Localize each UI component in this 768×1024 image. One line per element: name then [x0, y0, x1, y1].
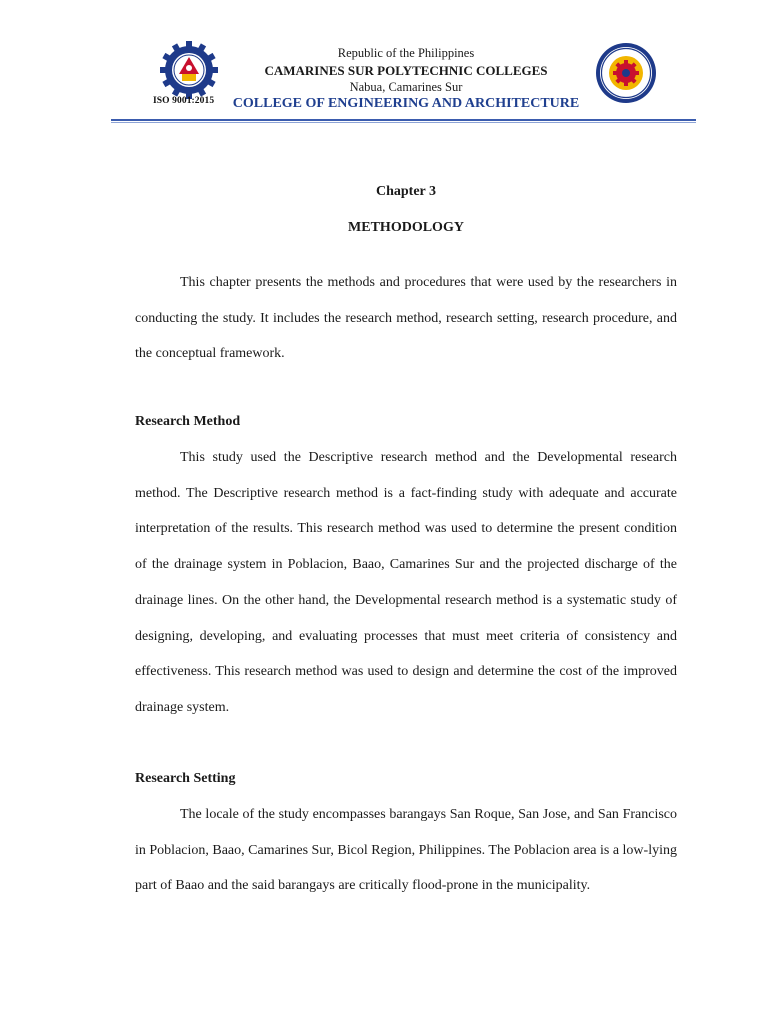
header-divider-thin — [111, 122, 696, 123]
college-name: CAMARINES SUR POLYTECHNIC COLLEGES — [264, 63, 548, 78]
chapter-label: Chapter 3 — [375, 184, 437, 199]
department-name: COLLEGE OF ENGINEERING AND ARCHITECTURE — [232, 96, 580, 111]
republic-line: Republic of the Philippines — [337, 46, 475, 60]
engineering-college-seal-icon — [595, 42, 657, 104]
intro-paragraph: This chapter presents the methods and procedures that were used by the researchers in conducting the study. It includes the research method, research setting, research procedure, and the conceptual framework. — [135, 275, 677, 362]
section-heading-research-method: Research Method — [135, 414, 241, 429]
research-method-paragraph: This study used the Descriptive research method and the Developmental research method. The Descriptive research method is a fact-finding study with adequate and accurate interpretation of the results. This research method was used to determine the present condition of the drainage system in Poblacion, Baao, Camarines Sur and the projected discharge of the drainage lines. On the other hand, the Developmental research method is a systematic study of designing, developing, and evaluating processes that must meet criteria of consistency and effectiveness. This research method was used to design and determine the cost of the improved drainage system. — [135, 450, 677, 715]
iso-certification-label: ISO 9001:2015 — [153, 96, 215, 106]
college-location: Nabua, Camarines Sur — [349, 80, 463, 94]
header-divider — [111, 119, 696, 121]
research-setting-paragraph: The locale of the study encompasses barangays San Roque, San Jose, and San Francisco in Poblacion, Baao, Camarines Sur, Bicol Region, Philippines. The Poblacion area is a low-lying part of Baao and the said barangays are critically flood-prone in the municipality. — [135, 807, 677, 894]
document-header — [0, 0, 768, 124]
chapter-title: METHODOLOGY — [348, 220, 464, 235]
section-heading-research-setting: Research Setting — [135, 771, 236, 786]
